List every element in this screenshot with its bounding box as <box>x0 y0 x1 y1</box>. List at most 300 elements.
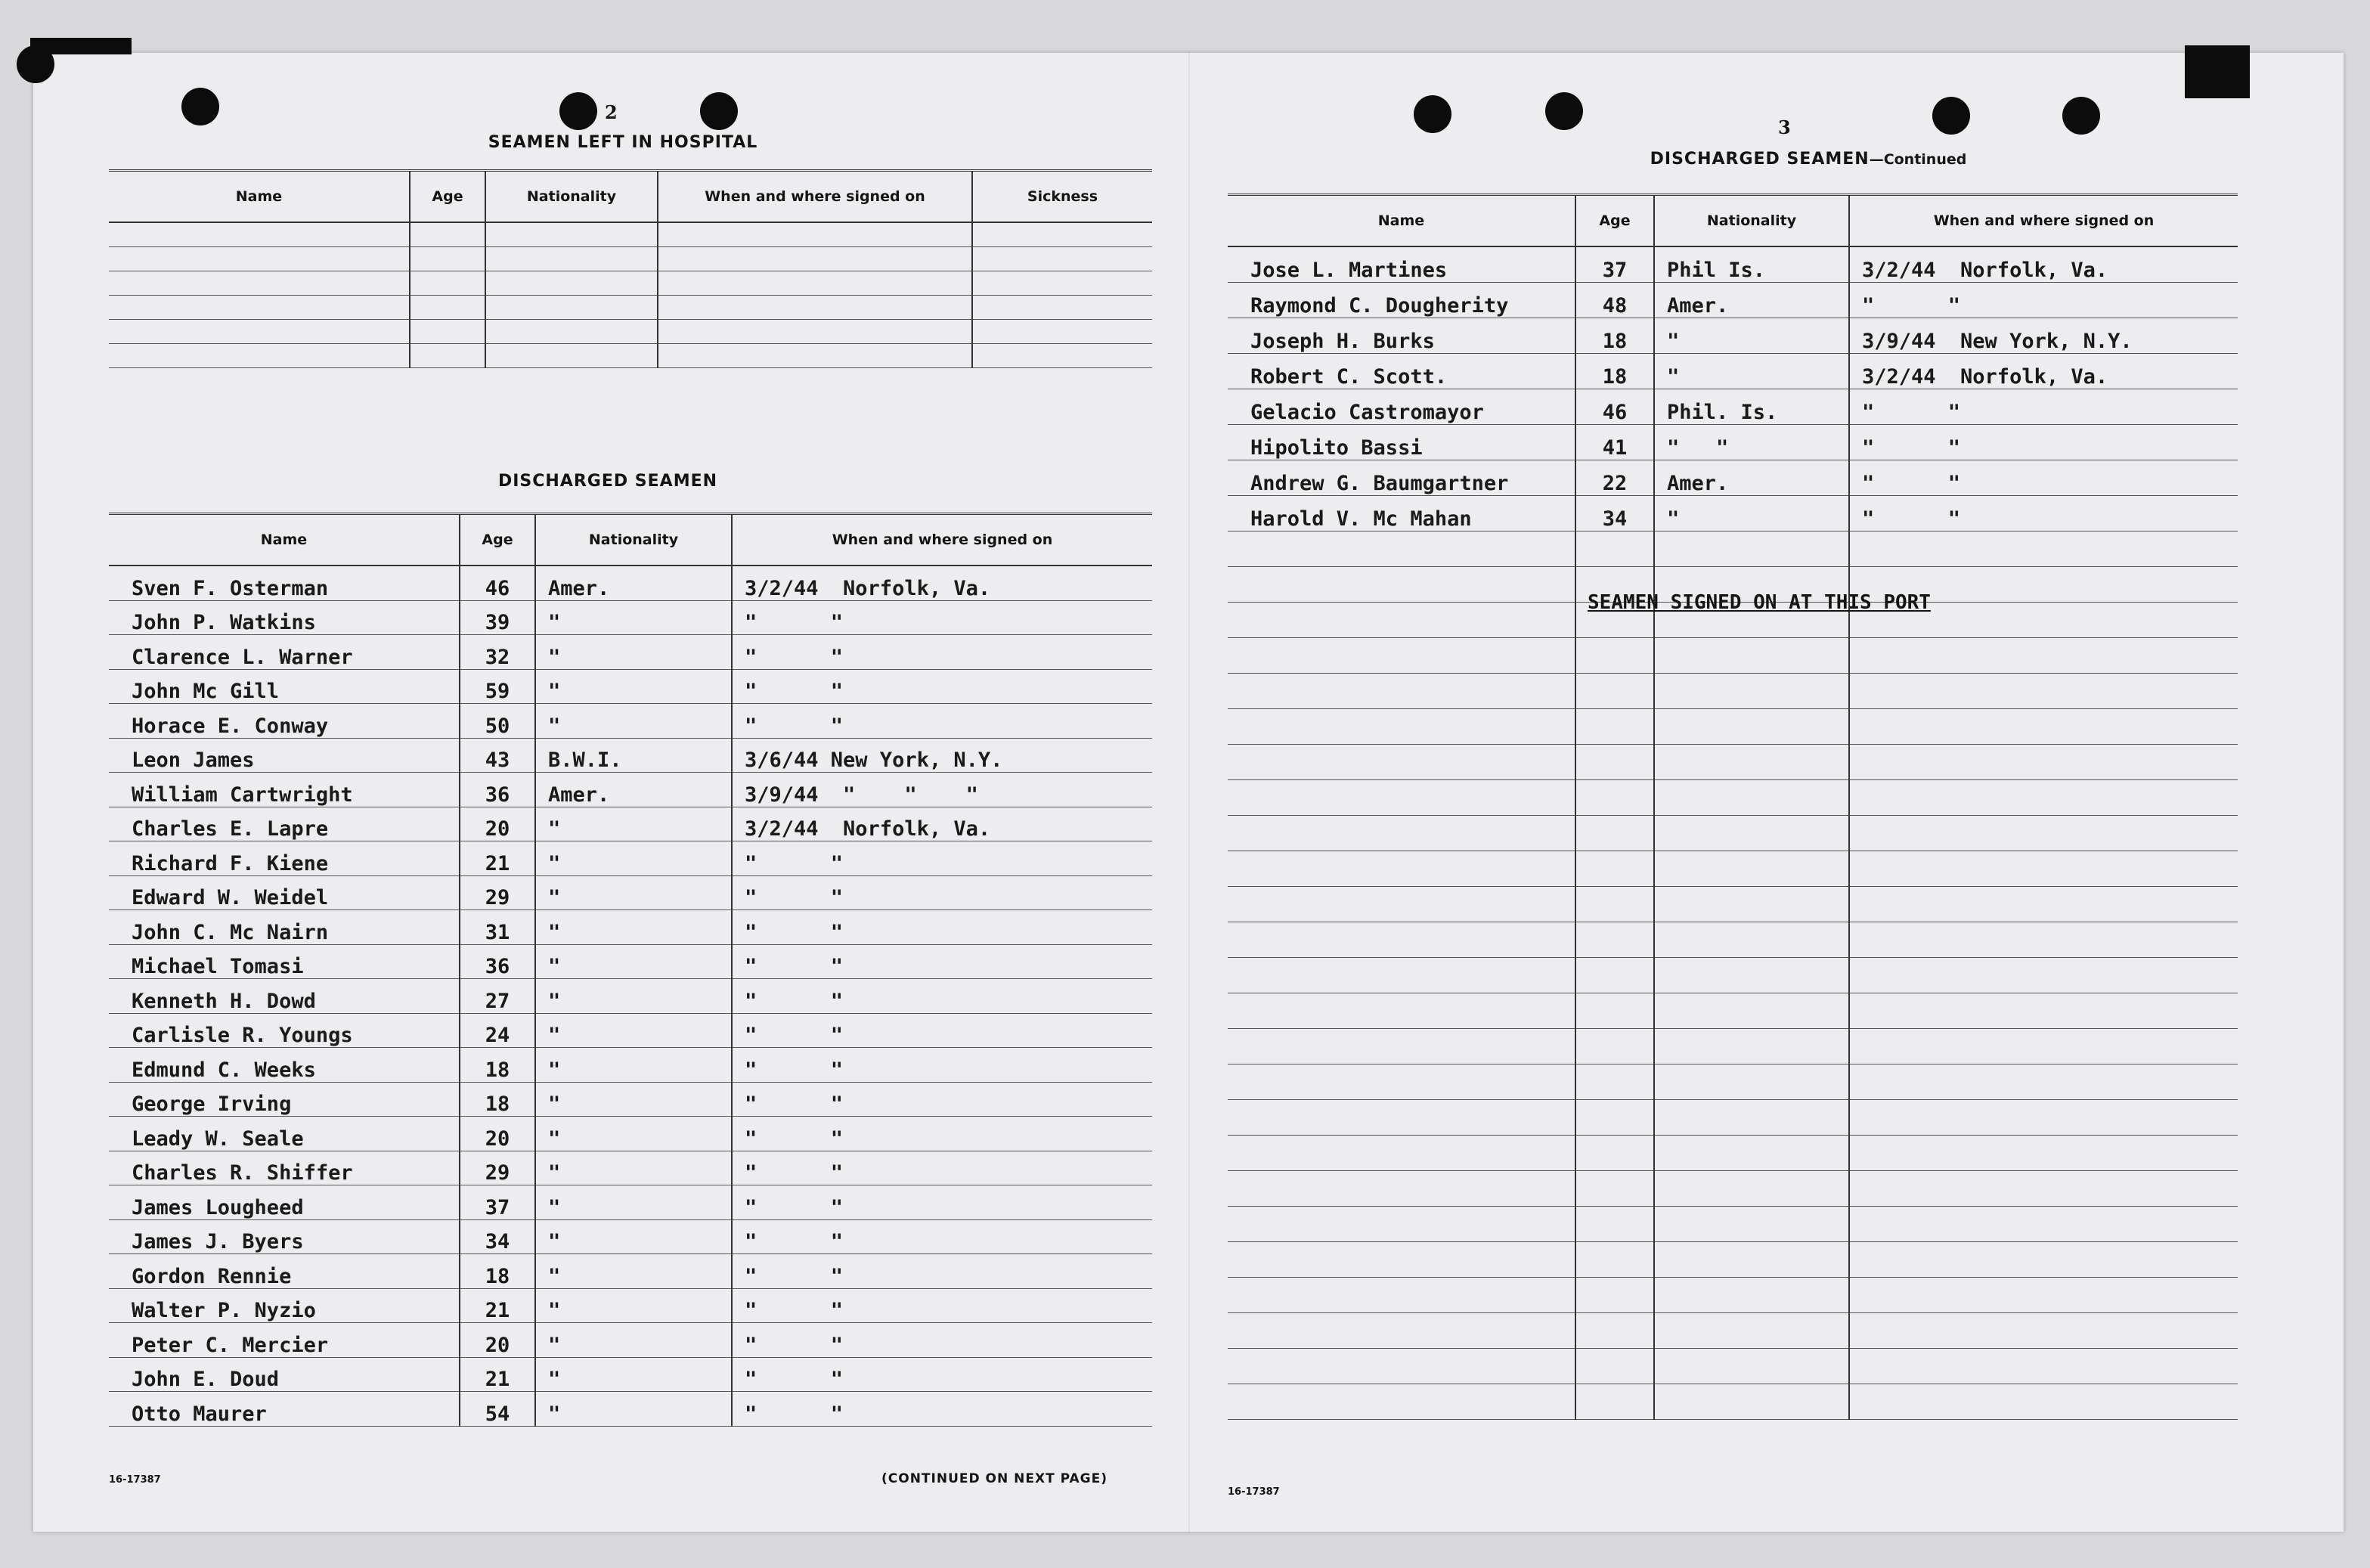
cell-nationality: " <box>535 1013 732 1048</box>
blank-cell <box>1654 1349 1849 1384</box>
blank-cell <box>1654 709 1849 745</box>
blank-cell <box>1228 531 1575 567</box>
cell-nationality: " <box>535 1288 732 1323</box>
form-number: 16-17387 <box>1228 1486 1280 1498</box>
blank-cell <box>1654 887 1849 922</box>
ledger-spread <box>33 53 2344 1532</box>
cell-nationality: " <box>535 600 732 635</box>
cell-signed-on: " " <box>732 1288 1152 1323</box>
cell-nationality: " <box>535 841 732 876</box>
blank-cell <box>109 247 410 271</box>
cell-name: Gelacio Castromayor <box>1228 389 1575 425</box>
cell-name: Andrew G. Baumgartner <box>1228 460 1575 496</box>
blank-cell <box>485 222 658 247</box>
cell-nationality: " <box>535 1357 732 1392</box>
cell-signed-on: " " <box>732 979 1152 1014</box>
cell-age: 36 <box>460 773 535 807</box>
blank-cell <box>1575 745 1654 780</box>
blank-cell <box>1228 851 1575 887</box>
blank-row <box>1228 1207 2238 1242</box>
blank-cell <box>658 271 972 296</box>
table-row <box>109 773 1152 807</box>
blank-cell <box>1575 958 1654 993</box>
blank-cell <box>109 296 410 320</box>
cell-name: Otto Maurer <box>109 1392 460 1427</box>
cell-signed-on: " " <box>1849 283 2238 318</box>
blank-cell <box>1654 674 1849 709</box>
cell-signed-on: " " <box>1849 496 2238 531</box>
blank-cell <box>1228 1313 1575 1349</box>
blank-cell <box>1228 638 1575 674</box>
blank-cell <box>1575 1029 1654 1064</box>
blank-row <box>1228 1242 2238 1278</box>
blank-cell <box>109 320 410 344</box>
table-row <box>109 910 1152 945</box>
cell-name: Raymond C. Dougherity <box>1228 283 1575 318</box>
table-header-row <box>109 171 1152 223</box>
blank-cell <box>1654 851 1849 887</box>
cell-age: 54 <box>460 1392 535 1427</box>
column-header-signed-on: When and where signed on <box>658 171 972 223</box>
blank-cell <box>485 344 658 368</box>
column-header-name: Name <box>109 171 410 223</box>
blank-cell <box>1654 816 1849 851</box>
blank-cell <box>1654 1207 1849 1242</box>
table-row <box>109 1151 1152 1185</box>
blank-cell <box>410 222 485 247</box>
blank-cell <box>410 247 485 271</box>
blank-cell <box>1849 887 2238 922</box>
table-row <box>109 807 1152 841</box>
cell-nationality: " <box>535 1254 732 1289</box>
blank-cell <box>658 320 972 344</box>
cell-age: 48 <box>1575 283 1654 318</box>
table-row <box>109 600 1152 635</box>
cell-signed-on: " " <box>732 875 1152 910</box>
cell-name: James Lougheed <box>109 1185 460 1220</box>
blank-row <box>1228 780 2238 816</box>
blank-cell <box>972 296 1152 320</box>
cell-signed-on: " " <box>732 1082 1152 1117</box>
cell-age: 20 <box>460 1323 535 1358</box>
left-page <box>33 53 1188 1532</box>
discharged-continued-table <box>1228 194 2238 1420</box>
blank-cell <box>1849 674 2238 709</box>
cell-signed-on: " " <box>732 1323 1152 1358</box>
blank-row <box>1228 851 2238 887</box>
cell-age: 18 <box>460 1082 535 1117</box>
cell-age: 36 <box>460 944 535 979</box>
blank-cell <box>485 271 658 296</box>
cell-name: Gordon Rennie <box>109 1254 460 1289</box>
table-row <box>109 1357 1152 1392</box>
table-header-row <box>109 514 1152 566</box>
column-header-age: Age <box>1575 195 1654 247</box>
blank-cell <box>1228 1384 1575 1420</box>
cell-signed-on: " " <box>732 600 1152 635</box>
cell-age: 27 <box>460 979 535 1014</box>
hospital-table <box>109 169 1152 368</box>
cell-name: Joseph H. Burks <box>1228 318 1575 354</box>
cell-signed-on: 3/9/44 New York, N.Y. <box>1849 318 2238 354</box>
column-header-sickness: Sickness <box>972 171 1152 223</box>
blank-cell <box>1849 1171 2238 1207</box>
cell-name: William Cartwright <box>109 773 460 807</box>
blank-cell <box>1575 674 1654 709</box>
table-row <box>109 1323 1152 1358</box>
discharged-table <box>109 513 1152 1427</box>
cell-name: Clarence L. Warner <box>109 635 460 670</box>
blank-cell <box>1228 1207 1575 1242</box>
blank-cell <box>1849 1349 2238 1384</box>
blank-row <box>1228 1278 2238 1313</box>
blank-cell <box>1228 1064 1575 1100</box>
table-row <box>109 979 1152 1014</box>
blank-cell <box>1849 851 2238 887</box>
blank-row <box>1228 887 2238 922</box>
cell-signed-on: " " <box>1849 425 2238 460</box>
blank-row <box>1228 638 2238 674</box>
cell-age: 34 <box>1575 496 1654 531</box>
blank-cell <box>1654 1136 1849 1171</box>
blank-row <box>109 320 1152 344</box>
cell-name: Peter C. Mercier <box>109 1323 460 1358</box>
blank-row <box>1228 1100 2238 1136</box>
table-row <box>109 1185 1152 1220</box>
column-header-nationality: Nationality <box>1654 195 1849 247</box>
blank-cell <box>1575 1242 1654 1278</box>
cell-name: Harold V. Mc Mahan <box>1228 496 1575 531</box>
cell-age: 22 <box>1575 460 1654 496</box>
cell-nationality: " <box>535 1048 732 1083</box>
cell-age: 34 <box>460 1219 535 1254</box>
page-number: 2 <box>605 101 618 123</box>
cell-age: 18 <box>1575 354 1654 389</box>
blank-cell <box>1849 1029 2238 1064</box>
cell-nationality: Amer. <box>535 566 732 600</box>
continued-note: (CONTINUED ON NEXT PAGE) <box>881 1471 1108 1486</box>
table-row <box>109 566 1152 600</box>
cell-name: Charles E. Lapre <box>109 807 460 841</box>
blank-cell <box>972 222 1152 247</box>
blank-cell <box>1228 887 1575 922</box>
blank-cell <box>1654 922 1849 958</box>
cell-nationality: Phil. Is. <box>1654 389 1849 425</box>
blank-cell <box>1849 780 2238 816</box>
blank-row <box>1228 1313 2238 1349</box>
cell-name: Michael Tomasi <box>109 944 460 979</box>
cell-age: 41 <box>1575 425 1654 460</box>
blank-cell <box>1575 531 1654 567</box>
blank-row <box>1228 1064 2238 1100</box>
blank-cell <box>1228 1136 1575 1171</box>
blank-cell <box>1228 603 1575 638</box>
table-row <box>1228 496 2238 531</box>
cell-nationality: Amer. <box>535 773 732 807</box>
blank-cell <box>1575 780 1654 816</box>
cell-nationality: " <box>535 669 732 704</box>
cell-nationality: " <box>535 875 732 910</box>
cell-signed-on: 3/9/44 " " " <box>732 773 1152 807</box>
table-row <box>109 1254 1152 1289</box>
blank-cell <box>410 320 485 344</box>
blank-cell <box>1575 1278 1654 1313</box>
cell-signed-on: " " <box>1849 460 2238 496</box>
table-row <box>109 1288 1152 1323</box>
page-number: 3 <box>1778 116 1791 138</box>
cell-nationality: " <box>535 1392 732 1427</box>
blank-cell <box>972 271 1152 296</box>
table-row <box>109 1219 1152 1254</box>
blank-cell <box>1228 993 1575 1029</box>
cell-signed-on: " " <box>732 1117 1152 1151</box>
cell-name: Leady W. Seale <box>109 1117 460 1151</box>
blank-cell <box>1575 993 1654 1029</box>
cell-age: 31 <box>460 910 535 945</box>
column-header-nationality: Nationality <box>485 171 658 223</box>
cell-signed-on: 3/2/44 Norfolk, Va. <box>732 807 1152 841</box>
table-row <box>109 944 1152 979</box>
blank-row <box>1228 1029 2238 1064</box>
cell-signed-on: " " <box>732 1357 1152 1392</box>
blank-cell <box>1228 1349 1575 1384</box>
blank-cell <box>1575 887 1654 922</box>
blank-row <box>1228 1136 2238 1171</box>
blank-cell <box>109 271 410 296</box>
blank-cell <box>1849 1384 2238 1420</box>
blank-row <box>1228 1384 2238 1420</box>
cell-signed-on: " " <box>732 635 1152 670</box>
blank-cell <box>109 344 410 368</box>
cell-age: 43 <box>460 738 535 773</box>
blank-cell <box>658 222 972 247</box>
cell-nationality: " <box>535 1151 732 1185</box>
blank-cell <box>972 320 1152 344</box>
blank-row <box>109 247 1152 271</box>
table-row <box>109 635 1152 670</box>
cell-nationality: Phil Is. <box>1654 246 1849 283</box>
table-row <box>1228 283 2238 318</box>
blank-cell <box>1228 780 1575 816</box>
cell-name: John C. Mc Nairn <box>109 910 460 945</box>
table-header-row <box>1228 195 2238 247</box>
blank-cell <box>485 296 658 320</box>
blank-cell <box>1849 709 2238 745</box>
blank-cell <box>972 344 1152 368</box>
blank-cell <box>1654 1384 1849 1420</box>
blank-row <box>109 271 1152 296</box>
discharged-title-text: DISCHARGED SEAMEN <box>1650 150 1870 169</box>
cell-age: 21 <box>460 1357 535 1392</box>
signed-on-heading: SEAMEN SIGNED ON AT THIS PORT <box>1588 591 1931 614</box>
blank-cell <box>1575 638 1654 674</box>
cell-nationality: " <box>535 1185 732 1220</box>
form-number: 16-17387 <box>109 1474 161 1486</box>
blank-cell <box>1654 1313 1849 1349</box>
blank-cell <box>1228 1242 1575 1278</box>
blank-row <box>1228 993 2238 1029</box>
blank-row <box>1228 1349 2238 1384</box>
cell-signed-on: " " <box>732 910 1152 945</box>
blank-cell <box>1849 531 2238 567</box>
blank-cell <box>1849 1064 2238 1100</box>
cell-age: 18 <box>460 1254 535 1289</box>
blank-cell <box>1654 993 1849 1029</box>
table-row <box>109 1013 1152 1048</box>
cell-nationality: " <box>535 1082 732 1117</box>
cell-signed-on: 3/2/44 Norfolk, Va. <box>1849 354 2238 389</box>
blank-cell <box>1654 638 1849 674</box>
blank-row <box>1228 1171 2238 1207</box>
cell-name: Charles R. Shiffer <box>109 1151 460 1185</box>
blank-cell <box>410 344 485 368</box>
blank-cell <box>485 320 658 344</box>
table-row <box>109 875 1152 910</box>
right-page <box>1188 53 2344 1532</box>
cell-nationality: Amer. <box>1654 460 1849 496</box>
blank-cell <box>1849 1278 2238 1313</box>
cell-nationality: " " <box>1654 425 1849 460</box>
cell-name: Richard F. Kiene <box>109 841 460 876</box>
cell-name: Edward W. Weidel <box>109 875 460 910</box>
blank-cell <box>1575 709 1654 745</box>
column-header-age: Age <box>410 171 485 223</box>
table-row <box>1228 389 2238 425</box>
column-header-signed-on: When and where signed on <box>1849 195 2238 247</box>
cell-nationality: Amer. <box>1654 283 1849 318</box>
blank-cell <box>1849 993 2238 1029</box>
cell-age: 39 <box>460 600 535 635</box>
cell-name: Kenneth H. Dowd <box>109 979 460 1014</box>
discharged-continued-title <box>1521 150 2096 169</box>
blank-cell <box>410 271 485 296</box>
cell-name: Leon James <box>109 738 460 773</box>
blank-row <box>1228 816 2238 851</box>
blank-cell <box>1228 1171 1575 1207</box>
blank-cell <box>1654 1171 1849 1207</box>
cell-age: 21 <box>460 1288 535 1323</box>
blank-cell <box>658 296 972 320</box>
blank-row <box>109 296 1152 320</box>
blank-cell <box>1849 1313 2238 1349</box>
blank-cell <box>1228 567 1575 603</box>
table-row <box>1228 425 2238 460</box>
blank-cell <box>1575 1064 1654 1100</box>
blank-cell <box>410 296 485 320</box>
cell-age: 29 <box>460 875 535 910</box>
blank-cell <box>1228 816 1575 851</box>
cell-age: 18 <box>460 1048 535 1083</box>
cell-nationality: B.W.I. <box>535 738 732 773</box>
cell-signed-on: " " <box>732 1254 1152 1289</box>
cell-name: James J. Byers <box>109 1219 460 1254</box>
table-row <box>109 1082 1152 1117</box>
blank-cell <box>1575 922 1654 958</box>
blank-cell <box>109 222 410 247</box>
blank-cell <box>1228 1029 1575 1064</box>
blank-cell <box>1849 638 2238 674</box>
cell-nationality: " <box>535 1219 732 1254</box>
table-row <box>109 841 1152 876</box>
cell-signed-on: 3/2/44 Norfolk, Va. <box>732 566 1152 600</box>
blank-row <box>109 222 1152 247</box>
corner-binding-tab <box>30 38 132 54</box>
cell-age: 50 <box>460 704 535 739</box>
blank-cell <box>1654 1029 1849 1064</box>
discharged-section-title: DISCHARGED SEAMEN <box>497 472 718 491</box>
cell-age: 37 <box>1575 246 1654 283</box>
blank-cell <box>1654 1064 1849 1100</box>
blank-cell <box>1654 1242 1849 1278</box>
column-header-name: Name <box>1228 195 1575 247</box>
cell-name: John P. Watkins <box>109 600 460 635</box>
cell-nationality: " <box>535 704 732 739</box>
hospital-section-title: SEAMEN LEFT IN HOSPITAL <box>488 133 758 152</box>
blank-cell <box>1228 745 1575 780</box>
cell-age: 24 <box>460 1013 535 1048</box>
cell-name: John E. Doud <box>109 1357 460 1392</box>
table-row <box>1228 318 2238 354</box>
blank-cell <box>1849 1100 2238 1136</box>
cell-name: Horace E. Conway <box>109 704 460 739</box>
table-row <box>1228 354 2238 389</box>
blank-row <box>1228 709 2238 745</box>
cell-nationality: " <box>535 1323 732 1358</box>
cell-signed-on: 3/6/44 New York, N.Y. <box>732 738 1152 773</box>
blank-cell <box>1654 531 1849 567</box>
cell-age: 20 <box>460 807 535 841</box>
blank-cell <box>1575 1100 1654 1136</box>
blank-cell <box>1575 1384 1654 1420</box>
cell-nationality: " <box>535 979 732 1014</box>
cell-signed-on: " " <box>732 669 1152 704</box>
cell-signed-on: " " <box>732 704 1152 739</box>
table-row <box>109 1117 1152 1151</box>
cell-nationality: " <box>535 944 732 979</box>
blank-cell <box>1849 1136 2238 1171</box>
continued-suffix: —Continued <box>1869 151 1967 168</box>
blank-cell <box>1228 709 1575 745</box>
table-row <box>109 1392 1152 1427</box>
cell-name: Edmund C. Weeks <box>109 1048 460 1083</box>
column-header-signed-on: When and where signed on <box>732 514 1152 566</box>
cell-nationality: " <box>535 910 732 945</box>
blank-cell <box>1849 816 2238 851</box>
cell-signed-on: " " <box>732 1151 1152 1185</box>
blank-row <box>1228 958 2238 993</box>
cell-name: Carlisle R. Youngs <box>109 1013 460 1048</box>
blank-cell <box>1575 1136 1654 1171</box>
cell-age: 46 <box>1575 389 1654 425</box>
table-row <box>1228 460 2238 496</box>
blank-cell <box>1228 674 1575 709</box>
column-header-nationality: Nationality <box>535 514 732 566</box>
cell-name: Robert C. Scott. <box>1228 354 1575 389</box>
cell-age: 46 <box>460 566 535 600</box>
blank-cell <box>1575 1171 1654 1207</box>
cell-age: 21 <box>460 841 535 876</box>
blank-row <box>109 344 1152 368</box>
blank-cell <box>1654 1278 1849 1313</box>
blank-cell <box>1575 1207 1654 1242</box>
cell-age: 59 <box>460 669 535 704</box>
cell-name: Hipolito Bassi <box>1228 425 1575 460</box>
blank-cell <box>1849 745 2238 780</box>
cell-nationality: " <box>1654 496 1849 531</box>
cell-signed-on: " " <box>732 1048 1152 1083</box>
blank-cell <box>1575 1349 1654 1384</box>
cell-signed-on: " " <box>732 1219 1152 1254</box>
